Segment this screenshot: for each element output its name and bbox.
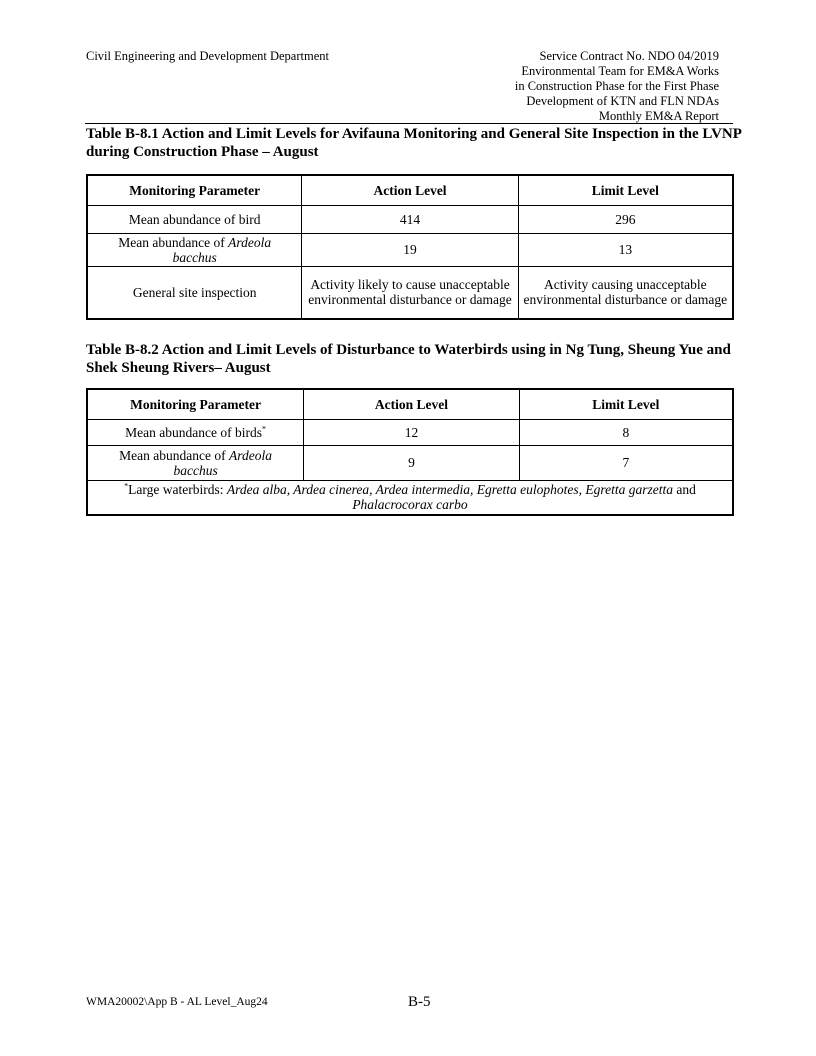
column-header: Action Level [302,175,518,205]
column-header: Limit Level [519,389,733,419]
header-contract-info [515,49,719,124]
page-number: B-5 [408,994,431,1010]
column-header: Limit Level [518,175,733,205]
parameter-text: Mean abundance of [118,234,229,250]
footer-file-reference: WMA20002\App B - AL Level_Aug24 [86,996,268,1008]
limit-level-cell: 13 [518,233,733,266]
limit-level-cell: 7 [519,445,733,480]
action-level-cell: 9 [304,445,520,480]
table-header-row [87,389,733,419]
footnote-marker: * [262,424,266,433]
header-line: Development of KTN and FLN NDAs [526,94,719,108]
column-header: Monitoring Parameter [87,389,304,419]
species-name: bacchus [172,249,217,265]
table-row [87,205,733,233]
species-name: bacchus [173,462,218,478]
parameter-cell [87,445,304,480]
header-divider [85,123,733,124]
table2-caption: Table B-8.2 Action and Limit Levels of Disturbance to Waterbirds using in Ng Tung, Sheung Yue and Shek Sheung Rivers– August [86,342,731,376]
action-level-cell: 414 [302,205,518,233]
table-footnote [87,480,733,515]
parameter-text: Mean abundance of [119,447,229,463]
table1 [86,174,734,320]
table-footnote-row [87,480,733,515]
limit-level-cell: 8 [519,419,733,445]
header-line: Monthly EM&A Report [598,109,719,123]
parameter-cell [87,233,302,266]
species-name: Ardeola [228,234,272,250]
action-level-cell: Activity likely to cause unacceptable environmental disturbance or damage [302,266,518,319]
table-row [87,419,733,445]
table-header-row [87,175,733,205]
table-row [87,233,733,266]
species-list: Phalacrocorax carbo [352,497,468,513]
table1-caption: Table B-8.1 Action and Limit Levels for Avifauna Monitoring and General Site Inspection in the LVNP during Construction Phase – August [86,126,742,160]
header-line: Service Contract No. NDO 04/2019 [539,49,719,63]
action-level-cell: 19 [302,233,518,266]
header-department: Civil Engineering and Development Department [86,49,329,63]
column-header: Action Level [304,389,520,419]
parameter-cell: Mean abundance of bird [87,205,302,233]
footnote-prefix: Large waterbirds: [128,482,227,498]
table2 [86,388,734,516]
parameter-cell [87,419,304,445]
table-row [87,445,733,480]
parameter-cell: General site inspection [87,266,302,319]
species-name: Ardeola [229,447,272,463]
header-line: Environmental Team for EM&A Works [521,64,719,78]
species-list: Ardea alba, Ardea cinerea, Ardea intermedia, Egretta eulophotes, Egretta garzetta [226,482,673,498]
column-header: Monitoring Parameter [87,175,302,205]
limit-level-cell: 296 [518,205,733,233]
action-level-cell: 12 [304,419,520,445]
table-row [87,266,733,319]
limit-level-cell: Activity causing unacceptable environmental disturbance or damage [518,266,733,319]
header-line: in Construction Phase for the First Phase [514,79,719,93]
footnote-conjunction: and [672,482,696,498]
footnote-marker: * [124,481,129,491]
parameter-text: Mean abundance of birds [125,424,262,440]
